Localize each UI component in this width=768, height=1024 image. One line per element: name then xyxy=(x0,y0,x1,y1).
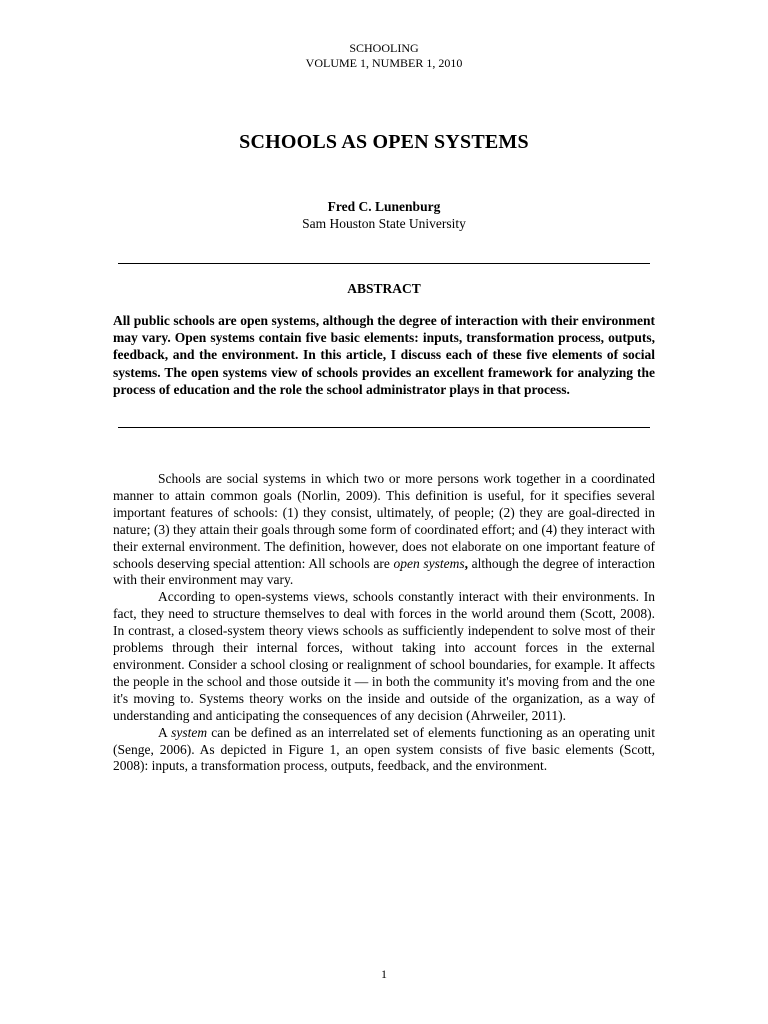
paragraph-2: According to open-systems views, schools constantly interact with their environments. In fact, they need to structure themselves to deal with forces in the world around them (Scott, 2008). In contrast, a closed-system theory views schools as sufficiently independent to solve most of their problems through their internal forces, without taking into account forces in the external environment. Consider a school closing or realignment of school boundaries, for example. It affects the people in the school and those outside it — in both the community it's moving from and the one it's moving to. Systems theory works on the inside and outside of the organization, as a way of understanding and anticipating the consequences of any decision (Ahrweiler, 2011). xyxy=(113,589,655,723)
journal-header xyxy=(0,41,768,71)
paragraph-3-text-a: A xyxy=(158,724,172,740)
paragraph-3 xyxy=(113,725,655,776)
abstract-text: All public schools are open systems, although the degree of interaction with their environment may vary. Open systems contain five basic elements: inputs, transformation process, outputs, feedback, and the environment. In this article, I discuss each of these five elements of social systems. The open systems view of schools provides an excellent framework for analyzing the process of education and the role the school administrator plays in that process. xyxy=(113,313,655,397)
paragraph-3-emphasis: system xyxy=(171,724,208,740)
article-body xyxy=(113,471,655,775)
paragraph-1-bold-comma: , xyxy=(464,555,469,571)
paragraph-1-text-a: Schools are social systems in which two or more persons work together in a coordinated manner to attain common goals (Norlin, 2009). This definition is useful, for it specifies several important features of schools: (1) they consist, ultimately, of people; (2) they are goal-directed in nature; (3) they attain their goals through some form of coordinated effort; and (4) they interact with their external environment. The definition, however, does not elaborate on one important feature of schools deserving special attention: All schools are xyxy=(113,471,655,571)
abstract-bottom-rule xyxy=(118,427,650,428)
page-number: 1 xyxy=(381,967,387,981)
abstract-top-rule xyxy=(118,263,650,264)
paragraph-1-text-b: although the degree of interaction with their environment may vary. xyxy=(113,555,655,588)
volume-line: VOLUME 1, NUMBER 1, 2010 xyxy=(305,56,463,70)
abstract-heading: ABSTRACT xyxy=(347,281,421,296)
paragraph-3-text-b: can be defined as an interrelated set of elements functioning as an operating unit (Senge, 2006). As depicted in Figure 1, an open system consists of five basic elements (Scott, 2008): inputs, a transformation process, outputs, feedback, and the environment. xyxy=(113,724,655,774)
author-affiliation: Sam Houston State University xyxy=(302,216,466,231)
journal-name: SCHOOLING xyxy=(349,41,419,55)
author-block xyxy=(0,198,768,232)
paragraph-1-emphasis: open systems xyxy=(393,555,465,571)
paragraph-1 xyxy=(113,471,655,589)
article-title: SCHOOLS AS OPEN SYSTEMS xyxy=(239,131,529,153)
author-name: Fred C. Lunenburg xyxy=(327,199,441,214)
